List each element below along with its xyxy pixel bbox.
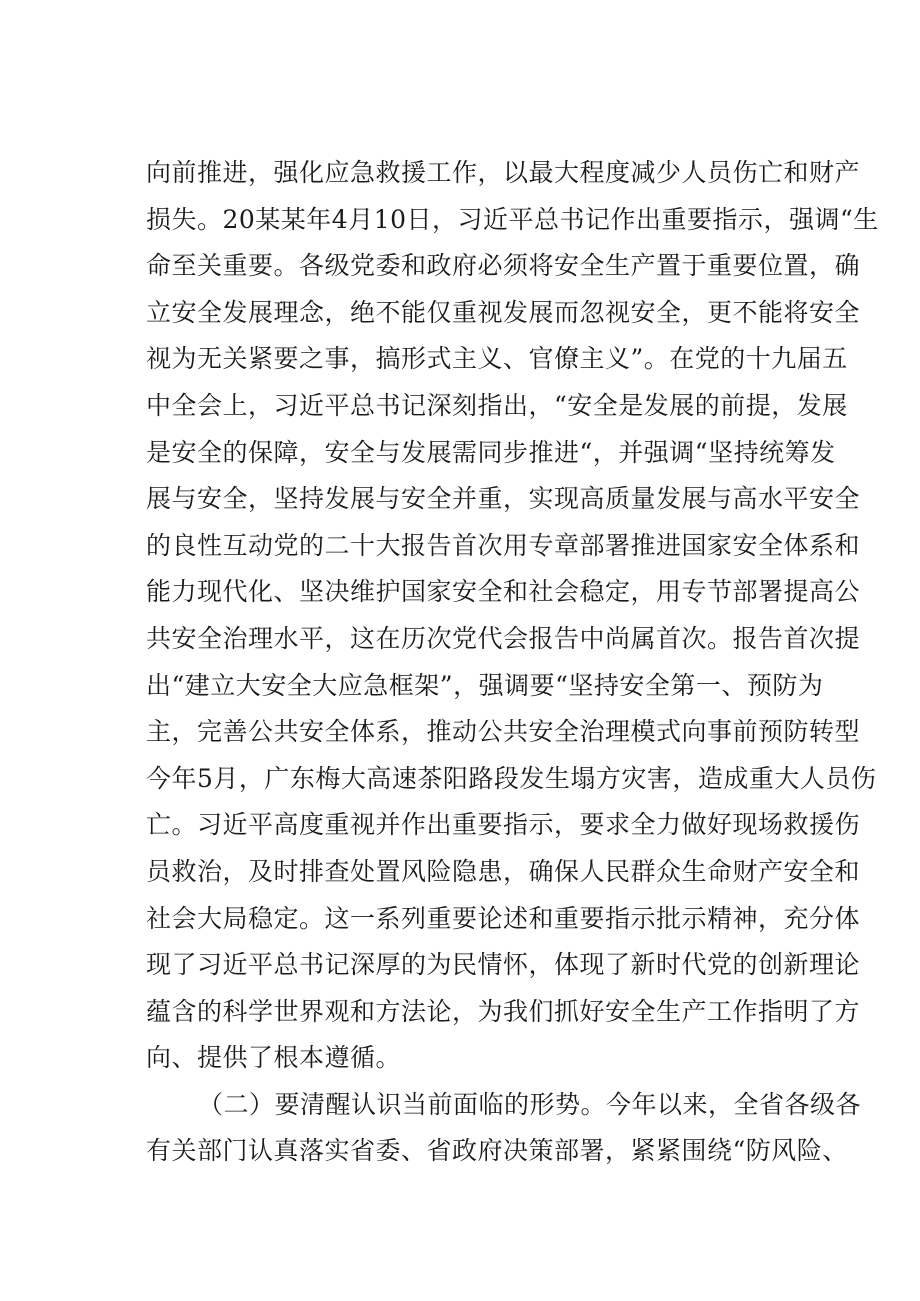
text-line: 视为无关紧要之事，搞形式主义、官僚主义”。在党的十九届五 <box>146 344 848 374</box>
text-line: 现了习近平总书记深厚的为民情怀，体现了新时代党的创新理论 <box>146 950 861 980</box>
text-line: 今年5月，广东梅大高速茶阳路段发生塌方灾害，造成重大人员伤 <box>146 763 877 793</box>
text-line: 能力现代化、坚决维护国家安全和社会稳定，用专节部署提高公 <box>146 577 861 607</box>
text-line: 社会大局稳定。这一系列重要论述和重要指示批示精神，充分体 <box>146 903 861 933</box>
text-line: 出“建立大安全大应急框架”，强调要“坚持安全第一、预防为 <box>146 670 824 700</box>
text-line: 共安全治理水平，这在历次党代会报告中尚属首次。报告首次提 <box>146 623 861 653</box>
text-line: 有关部门认真落实省委、省政府决策部署，紧紧围绕“防风险、 <box>146 1136 848 1166</box>
text-line: 展与安全，坚持发展与安全并重，实现高质量发展与高水平安全 <box>146 484 861 514</box>
text-line: 亡。习近平高度重视并作出重要指示，要求全力做好现场救援伤 <box>146 810 861 840</box>
text-line: 的良性互动党的二十大报告首次用专章部署推进国家安全体系和 <box>146 530 861 560</box>
text-line: 中全会上，习近平总书记深刻指出，“安全是发展的前提，发展 <box>146 390 848 420</box>
text-line: 员救治，及时排查处置风险隐患，确保人民群众生命财产安全和 <box>146 856 861 886</box>
text-line: 向前推进，强化应急救援工作，以最大程度减少人员伤亡和财产 <box>146 158 861 187</box>
text-line: 主，完善公共安全体系，推动公共安全治理模式向事前预防转型 <box>146 717 861 747</box>
text-line: 命至关重要。各级党委和政府必须将安全生产置于重要位置，确 <box>146 251 861 281</box>
body-text <box>146 150 879 1175</box>
text-line: 蕴含的科学世界观和方法论，为我们抓好安全生产工作指明了方 <box>146 996 861 1026</box>
paragraph-end-line: 向、提供了根本遵循。 <box>146 1043 402 1073</box>
section-heading-line: （二）要清醒认识当前面临的形势。今年以来，全省各级各 <box>198 1089 862 1119</box>
text-line: 立安全发展理念，绝不能仅重视发展而忽视安全，更不能将安全 <box>146 297 861 327</box>
text-line: 是安全的保障，安全与发展需同步推进“，并强调“坚持统筹发 <box>146 437 836 467</box>
text-line: 损失。20某某年4月10日，习近平总书记作出重要指示，强调“生 <box>146 204 879 234</box>
